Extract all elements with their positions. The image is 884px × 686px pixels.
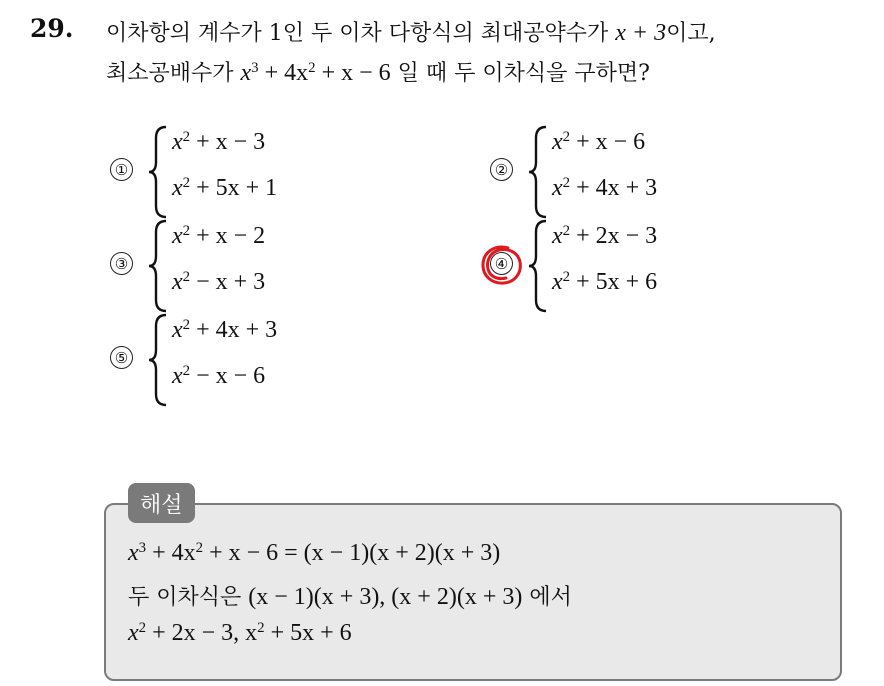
question-end-1: 이고,	[666, 21, 716, 46]
choice-polynomial-2: $x^2 - x + 3$	[172, 268, 266, 295]
choice-number: ①	[110, 158, 133, 181]
choice-polynomial-1: $x^2 + x - 3$	[172, 128, 266, 155]
question-line-2	[106, 56, 650, 87]
brace-icon	[148, 312, 170, 408]
question-end-2: 일 때 두 이차식을 구하면?	[397, 61, 650, 86]
choice-polynomial-1: $x^2 + x - 6$	[552, 128, 646, 155]
solution-line-2	[128, 580, 572, 611]
choice-polynomial-2: $x^2 - x - 6$	[172, 362, 266, 389]
solution-line-1: $x^3 + 4x^2 + x - 6 = (x - 1)(x + 2)(x + 3)$	[128, 539, 501, 566]
brace-icon	[528, 218, 550, 314]
choice-polynomial-2: $x^2 + 5x + 6$	[552, 268, 658, 295]
solution-tab-label: 해설	[128, 483, 195, 523]
choice-number: ③	[110, 252, 133, 275]
solution-line-2-prefix: 두 이차식은	[128, 585, 242, 610]
answer-circle-mark-icon	[478, 243, 526, 287]
choice-polynomial-1: $x^2 + x - 2$	[172, 222, 266, 249]
choice-number: ⑤	[110, 346, 133, 369]
question-gcd: x + 3	[615, 20, 667, 46]
choice-polynomial-2: $x^2 + 4x + 3$	[552, 174, 658, 201]
choice-polynomial-2: $x^2 + 5x + 1$	[172, 174, 278, 201]
choice-number: ④	[490, 252, 513, 275]
question-text-2: 최소공배수가	[106, 61, 234, 86]
brace-icon	[148, 218, 170, 314]
solution-line-3: $x^2 + 2x - 3$, $x^2 + 5x + 6$	[128, 619, 352, 646]
brace-icon	[148, 124, 170, 220]
choice-polynomial-1: $x^2 + 4x + 3$	[172, 316, 278, 343]
solution-line-2-suffix: 에서	[529, 585, 572, 610]
choice-polynomial-1: $x^2 + 2x - 3$	[552, 222, 658, 249]
question-text-1: 이차항의 계수가 1인 두 이차 다항식의 최대공약수가	[106, 21, 609, 46]
question-number: 29.	[30, 14, 74, 43]
question-lcm: $x^3 + 4x^2 + x - 6$	[240, 59, 391, 86]
choice-number: ②	[490, 158, 513, 181]
brace-icon	[528, 124, 550, 220]
solution-line-2-math: (x − 1)(x + 3), (x + 2)(x + 3)	[248, 584, 523, 610]
question-line-1	[106, 16, 716, 47]
